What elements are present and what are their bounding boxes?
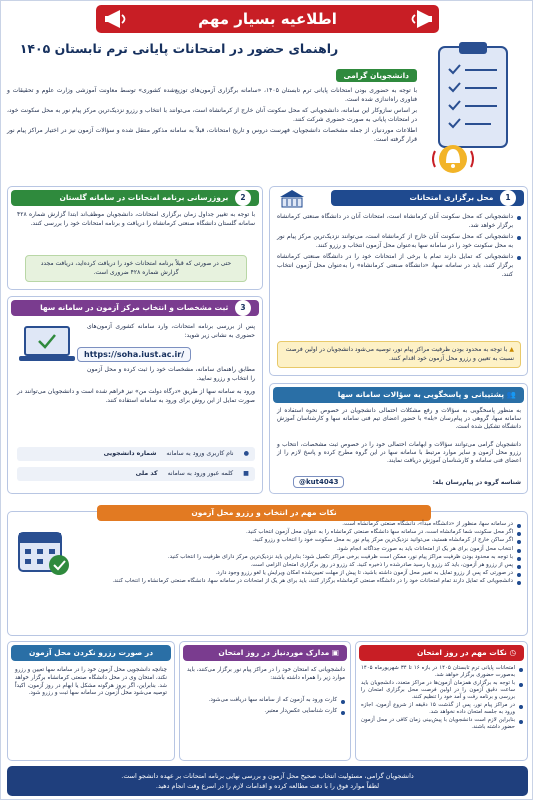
section-number: 2 [235,190,251,206]
list-item: پس از رزرو هر آزمون، باید کد رزرو یا رسید صادرشده را ذخیره کنید. کد رزرو در روز برگزاری امتحان الزامی است. [81,562,521,569]
footer-banner [7,766,528,796]
exam-day-title: نکات مهم در روز امتحان [417,648,507,657]
support-header [273,387,524,403]
list-item: در مراکز پیام نور، پس از گذشت ۱۵ دقیقه از شروع آزمون، اجازه ورود به جلسه امتحان داده نخواهد شد. [361,702,523,716]
banner-title: اطلاعیه بسیار مهم [198,10,337,28]
exam-day-header [359,645,524,661]
golestan-header [11,190,259,206]
soha-registration-header [11,300,259,316]
bale-group-id[interactable]: @kut4043 [293,476,344,488]
support-id-label: شناسه گروه در پیام‌رسان بله: [432,479,521,486]
intro-paragraph: بر اساس سازوکار این سامانه، دانشجویانی که محل سکونت آنان خارج از کرمانشاه است، می‌توانند با انتخاب و رزرو نزدیک‌ترین مرکز پیام نور به محل سکونت خود، در امتحانات پایانی به صورت حضوری شرکت کنند. [7,107,417,123]
golestan-title: بروزرسانی برنامه امتحانات در سامانه گلستان [59,193,229,202]
intro-paragraph: با توجه به حضوری بودن امتحانات پایانی ترم تابستان ۱۴۰۵، «سامانه برگزاری آزمون‌های توزیع‌شده کشوری» توسط معاونت آموزشی وزارت علوم و تحقیقات و فناوری راه‌اندازی شده است. [7,87,417,103]
exam-location-header [331,190,524,206]
list-item: بنابراین لازم است دانشجویان با پیش‌بینی زمان کافی در محل آزمون حضور داشته باشند. [361,717,523,731]
footer-line: دانشجویان گرامی، مسئولیت انتخاب صحیح محل آزمون و بررسی نهایی برنامه امتحانات بر عهده دانشجو است. [121,772,414,780]
intro-paragraph: اطلاعات موردنیاز، از جمله مشخصات دانشجویان، فهرست دروس و تاریخ امتحانات، قبلاً به سامانه مذکور منتقل شده و سؤالات آزمون نیز در اختیار مراکز پیام نور قرار گرفته است. [7,127,417,143]
golestan-text: با توجه به تغییر جداول زمان برگزاری امتحانات، دانشجویان موظف‌اند ابتدا گزارش شماره ۴۲۸ سامانه گلستان دانشگاه صنعتی کرمانشاه را دریافت و برنامه امتحانات خود را بررسی کنند. [17,211,255,227]
list-item: دانشجویانی که محل سکونت آنان کرمانشاه است، امتحانات آنان در دانشگاه صنعتی کرمانشاه برگزار خواهد شد. [277,213,521,230]
credential-row [17,447,255,461]
no-reservation-text: چنانچه دانشجویی محل آزمون خود را در سامانه سها تعیین و رزرو نکند، امتحان وی در محل دانشگاه صنعتی کرمانشاه برگزار خواهد شد. بنابراین، اگر بروز هرگونه مشکل یا ابهام در روز آزمون، اکیداً توصیه می‌شود محل آزمون در سامانه سها ثبت و رزرو شود. [15,667,167,697]
list-item: دانشجویانی که محل سکونت آنان خارج از کرمانشاه است، می‌توانند نزدیک‌ترین مرکز پیام نور به محل سکونت خود را در سامانه سها به‌عنوان محل آزمون انتخاب و رزرو کنند. [277,233,521,250]
list-item: دانشجویانی که تمایل دارند تمام امتحانات خود را در دانشگاه صنعتی کرمانشاه برگزار کنند، باید برای هر یک از امتحانات در سامانه سها، دانشگاه صنعتی کرمانشاه را انتخاب کنند. [81,578,521,585]
page-title: راهنمای حضور در امتحانات پایانی ترم تابستان ۱۴۰۵ [19,41,339,56]
support-title: پشتیبانی و پاسخگویی به سؤالات سامانه سها [337,390,505,399]
exam-day-list [361,665,523,732]
list-item: کارت ورود به آزمون که از سامانه سها دریافت می‌شود. [187,697,345,705]
support-text: دانشجویان گرامی می‌توانند سؤالات و ابهامات احتمالی خود را در خصوص ثبت مشخصات، انتخاب و رزرو محل آزمون و سایر موارد مرتبط با سامانه سها در این گروه مطرح کرده و پاسخ لازم را از اعضای فنی سامانه و کارشناسان آموزش دریافت نمایند. [277,442,521,465]
greeting-badge: دانشجویان گرامی [336,69,417,82]
soha-text-guide: مطابق راهنمای سامانه، مشخصات خود را ثبت کرده و محل آزمون را انتخاب و رزرو نمایید. [87,366,255,382]
credential-row [17,467,255,481]
intro-section [7,69,417,189]
soha-text-intro: پس از بررسی برنامه امتحانات، وارد سامانه کشوری آزمون‌های حضوری به نشانی زیر شوید: [87,323,255,339]
required-documents-list [187,697,345,718]
required-documents-title: مدارک موردنیاز در روز امتحان [218,648,330,657]
list-item: با توجه به محدود بودن ظرفیت مراکز پیام نور، ممکن است ظرفیت برخی مراکز تکمیل شود؛ بنابراین باید نزدیک‌ترین مرکز دارای ظرفیت را انتخاب کنید. [81,554,521,561]
list-item: در صورتی که پس از رزرو تمایل به تغییر محل آزمون داشته باشید، تا پیش از مهلت تعیین‌شده امکان ویرایش یا لغو رزرو وجود دارد. [81,570,521,577]
required-documents-text: دانشجویانی که امتحان خود را در مراکز پیام نور برگزار می‌کنند، باید موارد زیر را همراه داشته باشند: [187,667,345,681]
reservation-tips-title: نکات مهم در انتخاب و رزرو محل آزمون [191,508,337,517]
list-item: اگر محل سکونت شما کرمانشاه است، در سامانه سها دانشگاه صنعتی کرمانشاه را به عنوان محل آزمون انتخاب کنید. [81,529,521,536]
no-reservation-title: در صورت رزرو نکردن محل آزمون [28,648,154,657]
lock-icon: ■ [243,470,249,477]
credential-label: نام کاربری ورود به سامانه [166,450,234,457]
capacity-warning [277,341,521,368]
exam-location-title: محل برگزاری امتحانات [409,193,494,202]
golestan-note: حتی در صورتی که قبلاً برنامه امتحانات خود را دریافت کرده‌اید، دریافت مجدد گزارش شماره ۴۲۸ ضروری است. [25,255,247,282]
id-card-icon: ▣ [329,648,339,657]
capacity-warning-text: با توجه به محدود بودن ظرفیت مراکز پیام نور، توصیه می‌شود دانشجویان در اولین فرصت نسبت به تعیین و رزرو محل آزمون خود اقدام کنند. [285,346,514,362]
list-item: دانشجویانی که تمایل دارند تمام یا برخی از امتحانات خود را در دانشگاه صنعتی کرمانشاه برگزار کنند، باید در سامانه سها، «دانشگاه صنعتی کرمانشاه» را به‌عنوان محل آزمون انتخاب کنند. [277,253,521,279]
megaphone-icon [104,7,130,31]
top-banner [96,5,439,33]
credential-value: کد ملی [135,470,158,477]
group-icon: 👥 [504,390,516,399]
list-item: کارت شناسایی عکس‌دار معتبر. [187,708,345,716]
reservation-tips-header [97,505,431,521]
list-item: امتحانات پایانی ترم تابستان ۱۴۰۵ در بازه ۱۶ تا ۳۴ شهریورماه ۱۴۰۵ به‌صورت حضوری برگزار خواهد شد. [361,665,523,679]
warning-icon: ▲ [507,346,514,353]
section-number: 1 [500,190,516,206]
intro-text [7,86,417,146]
no-reservation-header [11,645,171,661]
reservation-tips-list [81,521,521,587]
clock-icon: ◷ [506,648,516,657]
soha-text-gateway: ورود به سامانه سها از طریق «درگاه دولت من» نیز فراهم شده است و دانشجویان می‌توانند در صورت تمایل از این روش برای ورود به سامانه استفاده کنند. [17,388,255,404]
soha-url-link[interactable]: https://soha.iust.ac.ir/ [77,347,191,362]
exam-location-list [277,213,521,282]
calendar-icon [15,525,73,577]
list-item: اگر ساکن خارج از کرمانشاه هستید، می‌توانید نزدیک‌ترین مرکز پیام نور به محل سکونت خود را انتخاب و رزرو کنید. [81,537,521,544]
laptop-icon [17,323,77,369]
section-number: 3 [235,300,251,316]
credential-label: کلمه عبور ورود به سامانه [167,470,234,477]
user-icon: ● [243,450,249,457]
support-text: به منظور پاسخگویی به سؤالات و رفع مشکلات احتمالی دانشجویان در خصوص نحوه استفاده از سامانه سها، گروهی در پیام‌رسان «بله» با حضور اعضای تیم فنی سامانه سها و کارشناسان آموزش دانشگاه تشکیل شده است. [277,408,521,431]
building-icon [277,188,307,210]
list-item: انتخاب محل آزمون برای هر یک از امتحانات باید به صورت جداگانه انجام شود. [81,546,521,553]
soha-registration-title: ثبت مشخصات و انتخاب مرکز آزمون در سامانه سها [40,303,229,312]
list-item: در سامانه سها، منظور از «دانشگاه مبدأ»، دانشگاه صنعتی کرمانشاه است. [81,521,521,528]
megaphone-icon [407,7,433,31]
clipboard-checklist-icon [421,39,521,189]
credential-value: شماره دانشجویی [103,450,157,457]
required-documents-header [183,645,347,661]
list-item: با توجه به برگزاری همزمان آزمون‌ها در مراکز متعدد، دانشجویان باید ساعت دقیق آزمون را در اولین فرصت محل برگزاری امتحان را بررسی و برنامه رفت و آمد خود را تنظیم کنند. [361,680,523,701]
footer-line: لطفاً موارد فوق را با دقت مطالعه کرده و اقدامات لازم را در اسرع وقت انجام دهید. [155,782,380,790]
